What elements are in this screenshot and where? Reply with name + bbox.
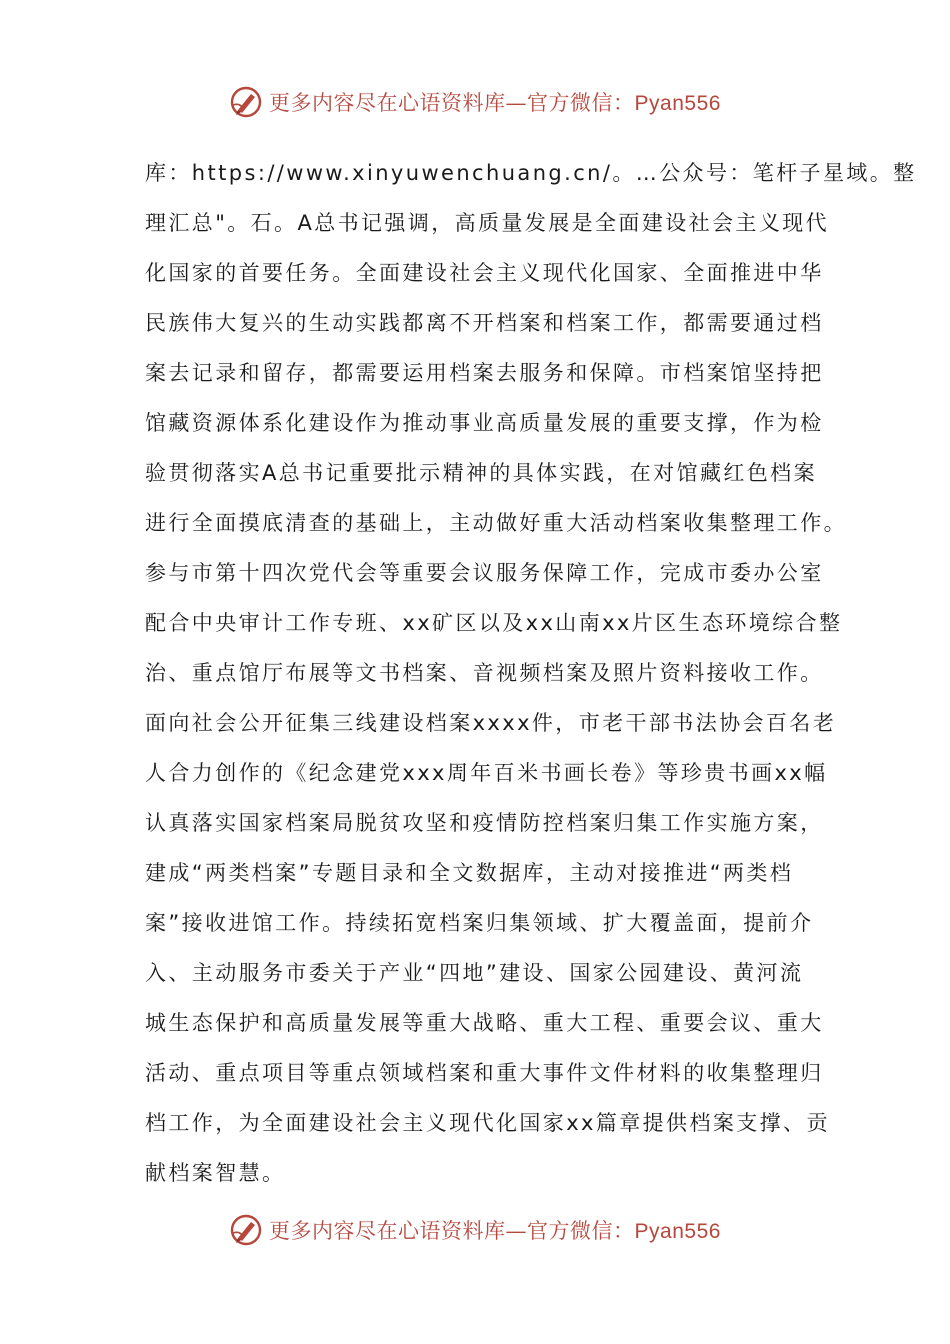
footer-banner-text: 更多内容尽在心语资料库—官方微信：Pyan556: [269, 1219, 721, 1243]
document-line: 参与市第十四次党代会等重要会议服务保障工作，完成市委办公室: [145, 561, 824, 585]
header-banner-brand: Pyan556: [634, 92, 721, 115]
document-line: 活动、重点项目等重点领域档案和重大事件文件材料的收集整理归: [145, 1061, 824, 1085]
document-line: 入、主动服务市委关于产业“四地”建设、国家公园建设、黄河流: [145, 961, 804, 985]
document-line: 馆藏资源体系化建设作为推动事业高质量发展的重要支撑，作为检: [145, 411, 824, 435]
document-line: 案”接收进馆工作。持续拓宽档案归集领域、扩大覆盖面，提前介: [145, 911, 814, 935]
document-line: 治、重点馆厅布展等文书档案、音视频档案及照片资料接收工作。: [145, 661, 824, 685]
document-line: 民族伟大复兴的生动实践都离不开档案和档案工作，都需要通过档: [145, 311, 824, 335]
document-line: 建成“两类档案”专题目录和全文数据库，主动对接推进“两类档: [145, 861, 794, 885]
document-line: 城生态保护和高质量发展等重大战略、重大工程、重要会议、重大: [145, 1011, 824, 1035]
document-line: 验贯彻落实A总书记重要批示精神的具体实践，在对馆藏红色档案: [145, 461, 817, 485]
document-line: 理汇总"。石。A总书记强调，高质量发展是全面建设社会主义现代: [145, 211, 830, 235]
document-line: 人合力创作的《纪念建党xxx周年百米书画长卷》等珍贵书画xx幅: [145, 761, 828, 785]
header-banner: [0, 80, 950, 124]
document-line: 认真落实国家档案局脱贫攻坚和疫情防控档案归集工作实施方案，: [145, 811, 824, 835]
document-line: 配合中央审计工作专班、xx矿区以及xx山南xx片区生态环境综合整: [145, 611, 843, 635]
document-body: [145, 148, 917, 1198]
document-line: 献档案智慧。: [145, 1161, 286, 1185]
pen-logo-icon: [229, 1213, 263, 1247]
footer-banner: [0, 1208, 950, 1252]
footer-banner-brand: Pyan556: [634, 1220, 721, 1243]
document-line: 化国家的首要任务。全面建设社会主义现代化国家、全面推进中华: [145, 261, 824, 285]
document-line: 进行全面摸底清查的基础上，主动做好重大活动档案收集整理工作。: [145, 511, 847, 535]
pen-logo-icon: [229, 85, 263, 119]
header-banner-text: 更多内容尽在心语资料库—官方微信：Pyan556: [269, 91, 721, 115]
document-line: 面向社会公开征集三线建设档案xxxx件，市老干部书法协会百名老: [145, 711, 837, 735]
document-line: 库：https://www.xinyuwenchuang.cn/。…公众号：笔杆子星域。整: [145, 161, 917, 185]
document-line: 案去记录和留存，都需要运用档案去服务和保障。市档案馆坚持把: [145, 361, 824, 385]
document-line: 档工作，为全面建设社会主义现代化国家xx篇章提供档案支撑、贡: [145, 1111, 830, 1135]
